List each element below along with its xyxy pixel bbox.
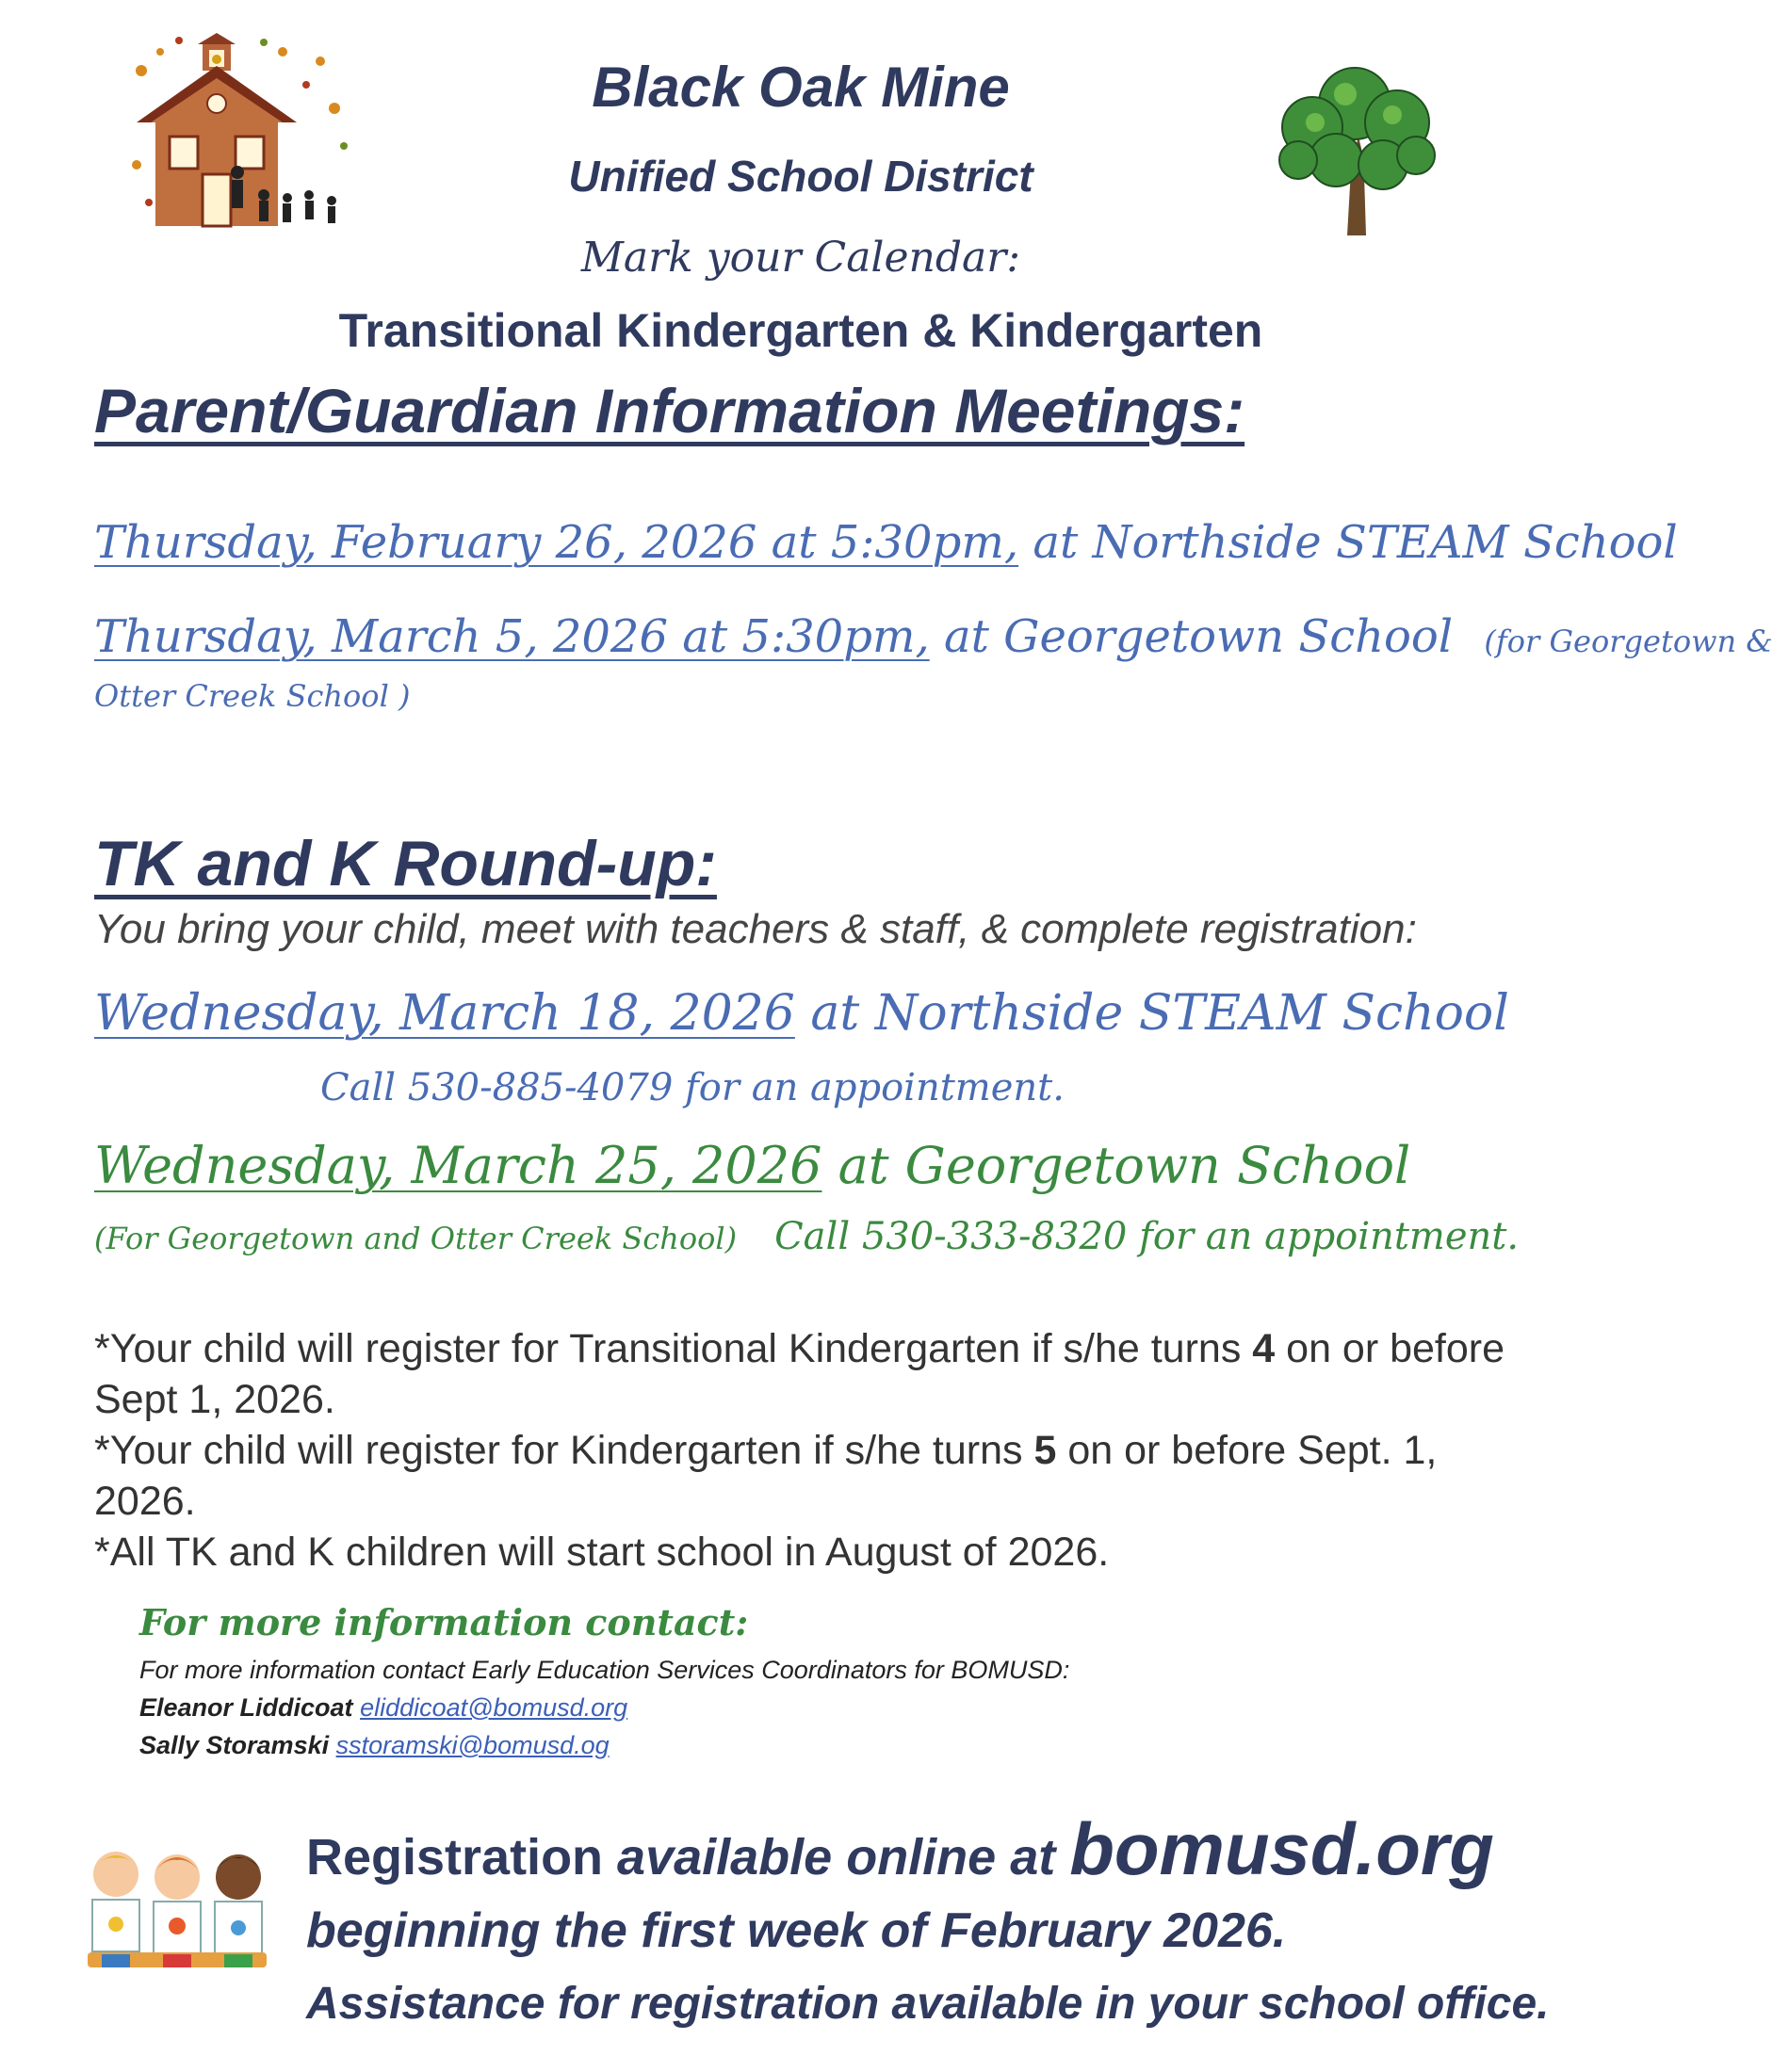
roundup-1-date: Wednesday, March 18, 2026: [94, 985, 795, 1042]
roundup-2-location: at Georgetown School: [821, 1136, 1411, 1195]
meeting-1-date: Thursday, February 26, 2026 at 5:30pm,: [94, 516, 1019, 569]
registration-line-2: beginning the first week of February 2026.: [306, 1903, 1287, 1958]
contact-person-2: [139, 1731, 610, 1760]
meeting-2-date: Thursday, March 5, 2026 at 5:30pm,: [94, 610, 930, 663]
meeting-event-1: [94, 516, 1678, 569]
mark-calendar-text: Mark your Calendar:: [580, 234, 1021, 282]
roundup-2-call: Call 530-333-8320 for an appointment.: [774, 1215, 1520, 1258]
roundup-2-call-line: [94, 1215, 1519, 1258]
eligibility-notes: [94, 1323, 1526, 1578]
contact-1-name: Eleanor Liddicoat: [139, 1693, 353, 1722]
roundup-heading: TK and K Round-up:: [94, 828, 717, 899]
meetings-heading: Parent/Guardian Information Meetings:: [94, 376, 1245, 445]
contact-1-email-link[interactable]: eliddicoat@bomusd.org: [360, 1693, 628, 1722]
registration-line-3: Assistance for registration available in your school office.: [306, 1979, 1550, 2029]
registration-site-link[interactable]: bomusd.org: [1069, 1807, 1494, 1890]
roundup-1-call: Call 530-885-4079 for an appointment.: [320, 1066, 1065, 1109]
k-eligibility: *Your child will register for Kindergarten if s/he turns 5 on or before Sept. 1, 2026.: [94, 1428, 1438, 1524]
registration-word: Registration: [306, 1829, 604, 1886]
meeting-2-location: at Georgetown School: [929, 610, 1454, 663]
roundup-intro: You bring your child, meet with teachers & staff, & complete registration:: [94, 906, 1417, 952]
registration-line-1: [306, 1806, 1494, 1892]
children-icon: [83, 1841, 276, 1973]
registration-online-text: available online at: [603, 1829, 1070, 1886]
contact-person-1: [139, 1693, 627, 1723]
meeting-event-2: [94, 610, 1773, 663]
roundup-2-note: (For Georgetown and Otter Creek School): [94, 1221, 738, 1256]
meeting-2-note: (for Georgetown &: [1484, 623, 1773, 659]
contact-heading: For more information contact:: [139, 1601, 749, 1643]
meeting-2-note-cont: Otter Creek School ): [94, 678, 411, 714]
program-title: Transitional Kindergarten & Kindergarten: [338, 304, 1263, 357]
roundup-2-date: Wednesday, March 25, 2026: [94, 1136, 822, 1195]
tk-eligibility: *Your child will register for Transitional Kindergarten if s/he turns 4 on or before Sept 1, 2026.: [94, 1326, 1505, 1422]
roundup-1-location: at Northside STEAM School: [794, 985, 1509, 1042]
meeting-1-location: at Northside STEAM School: [1018, 516, 1678, 569]
contact-description: For more information contact Early Education Services Coordinators for BOMUSD:: [139, 1656, 1070, 1684]
district-name: Black Oak Mine: [592, 56, 1010, 119]
roundup-event-2: [94, 1136, 1410, 1195]
roundup-event-1: [94, 985, 1509, 1042]
contact-2-email-link[interactable]: sstoramski@bomusd.og: [335, 1731, 610, 1759]
contact-2-name: Sally Storamski: [139, 1731, 330, 1759]
start-date-note: *All TK and K children will start school in August of 2026.: [94, 1530, 1110, 1575]
district-subtitle: Unified School District: [568, 152, 1033, 201]
